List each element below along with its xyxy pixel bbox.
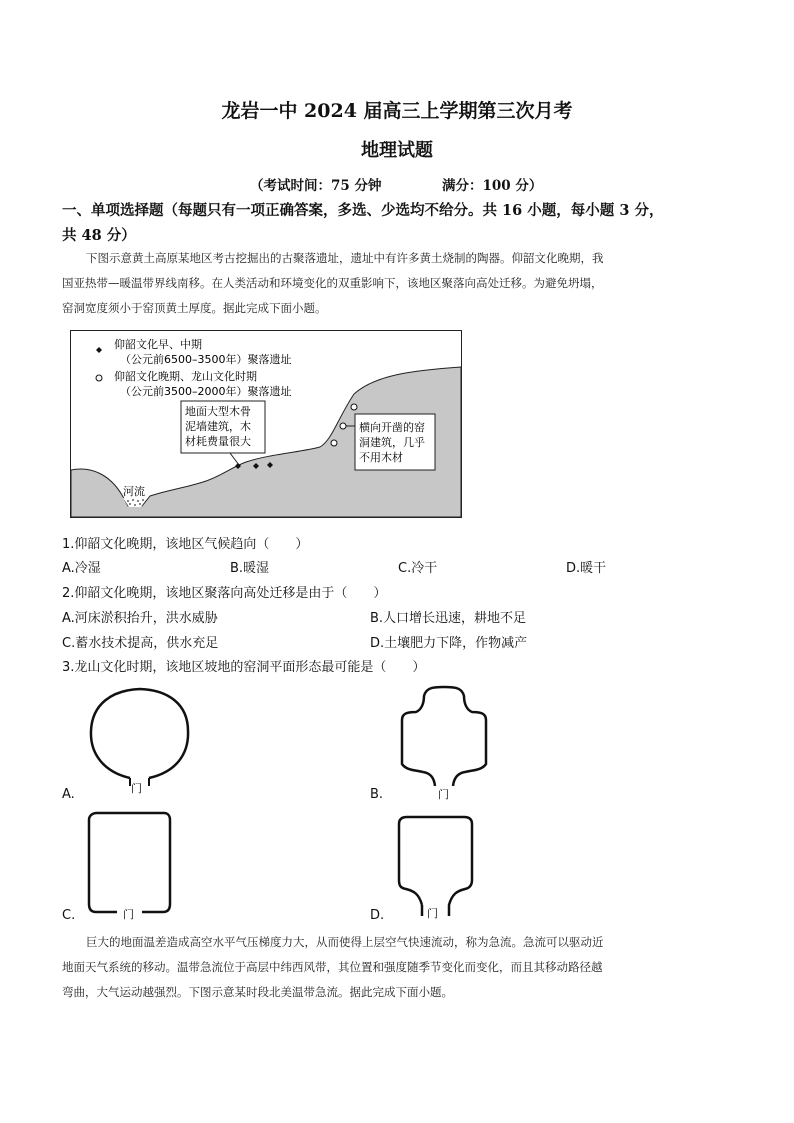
question-2-option-b[interactable]: B.人口增长迅速，耕地不足 (370, 611, 527, 626)
callout-wood-line2: 泥墙建筑，木 (185, 420, 251, 433)
settlement-diagram (70, 330, 462, 518)
passage2-line: 地面天气系统的移动。温带急流位于高层中纬西风带，其位置和强度随季节变化而变化，而且其移动路径越 (62, 960, 603, 974)
question-2-option-d[interactable]: D.土壤肥力下降，作物减产 (370, 636, 528, 651)
callout-cave-line2: 洞建筑，几乎 (359, 436, 425, 449)
question-1-option-a[interactable]: A.冷湿 (62, 561, 101, 576)
passage2-line: 弯曲，大气运动越强烈。下图示意某时段北美温带急流。据此完成下面小题。 (62, 985, 453, 999)
question-2-option-a[interactable]: A.河床淤积抬升，洪水威胁 (62, 611, 218, 626)
cave-outline (89, 813, 170, 912)
question-3-option-b[interactable]: B. (370, 787, 384, 802)
question-1-option-c[interactable]: C.冷干 (398, 561, 438, 576)
door-label: 门 (427, 907, 438, 920)
question-2-stem: 2.仰韶文化晚期，该地区聚落向高处迁移是由于（ ） (62, 586, 387, 601)
cave-outline (399, 817, 472, 916)
legend-late-line2: （公元前3500–2000年）聚落遗址 (120, 385, 292, 398)
circle-legend-icon (96, 375, 102, 381)
section-heading-cont: 共 48 分） (62, 227, 136, 244)
question-3-option-d[interactable]: D. (370, 908, 385, 923)
passage2-line: 巨大的地面温差造成高空水平气压梯度力大，从而使得上层空气快速流动，称为急流。急流可以驱动近 (86, 935, 604, 949)
passage1-line: 窑洞宽度须小于窑顶黄土厚度。据此完成下面小题。 (62, 301, 327, 315)
door-label: 门 (438, 788, 449, 801)
question-1-option-d[interactable]: D.暖干 (566, 561, 607, 576)
cave-plan-b[interactable] (396, 684, 492, 802)
question-1-option-b[interactable]: B.暖湿 (230, 561, 270, 576)
subject-title: 地理试题 (361, 140, 433, 161)
section-heading: 一、单项选择题（每题只有一项正确答案，多选、少选均不给分。共 16 小题，每小题 3 分， (62, 202, 664, 219)
question-3-option-c[interactable]: C. (62, 908, 76, 923)
cave-plan-c[interactable] (84, 810, 176, 920)
passage1-line: 国亚热带—暖温带界线南移。在人类活动和环境变化的双重影响下，该地区聚落向高处迁移。为避免坍塌， (62, 276, 603, 290)
cave-outline (91, 689, 188, 778)
callout-cave-line3: 不用木材 (359, 451, 403, 464)
river-label: 河流 (123, 485, 145, 498)
legend-early-line1: 仰韶文化早、中期 (114, 338, 202, 351)
question-3-stem: 3.龙山文化时期，该地区坡地的窑洞平面形态最可能是（ ） (62, 660, 426, 675)
question-2-option-c[interactable]: C.蓄水技术提高，供水充足 (62, 636, 219, 651)
passage1-line: 下图示意黄土高原某地区考古挖掘出的古聚落遗址，遗址中有许多黄土烧制的陶器。仰韶文化晚期，我 (86, 251, 604, 265)
door-label: 门 (123, 908, 134, 920)
exam-title: 龙岩一中 2024 届高三上学期第三次月考 (221, 100, 573, 122)
cave-outline (402, 687, 486, 786)
legend-late-line1: 仰韶文化晚期、龙山文化时期 (114, 370, 257, 383)
callout-wood-line3: 材耗费量很大 (185, 435, 251, 448)
question-1-stem: 1.仰韶文化晚期，该地区气候趋向（ ） (62, 537, 309, 552)
cave-plan-d[interactable] (394, 812, 478, 922)
cave-outline-left (423, 772, 435, 786)
cave-plan-a[interactable] (86, 684, 194, 796)
question-3-option-a[interactable]: A. (62, 787, 75, 802)
callout-wood-line1: 地面大型木骨 (185, 405, 251, 418)
callout-cave-line1: 横向开凿的窑 (359, 421, 425, 434)
exam-score: 满分：100 分） (442, 178, 543, 194)
legend-early-line2: （公元前6500–3500年）聚落遗址 (120, 353, 292, 366)
exam-time: （考试时间：75 分钟 (250, 178, 382, 194)
door-label: 门 (131, 782, 142, 795)
